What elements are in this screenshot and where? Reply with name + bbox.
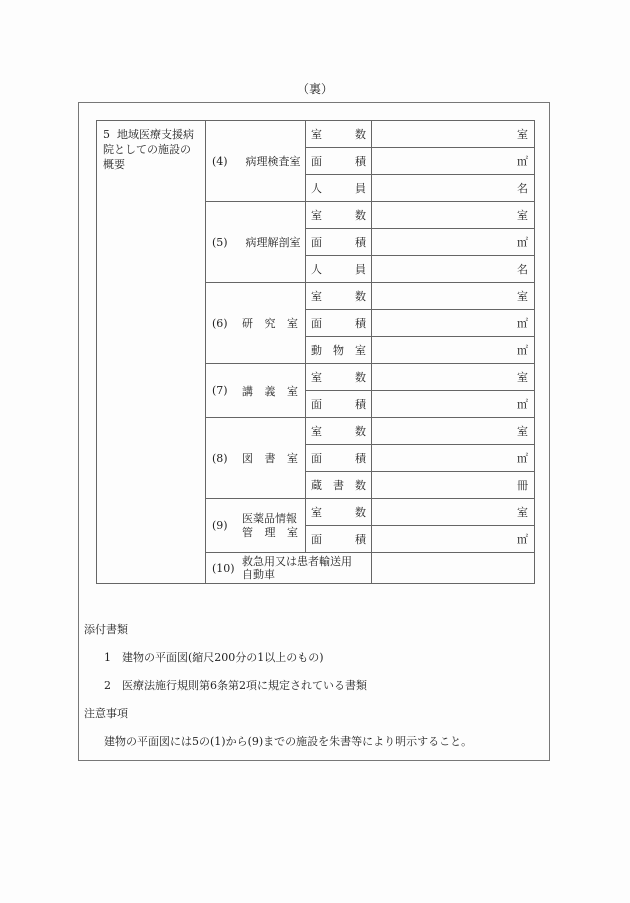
facility-pathology-lab: [206, 121, 306, 202]
unit-label: ㎡: [517, 452, 528, 465]
label-char: 室: [311, 425, 322, 438]
facility-library: [206, 418, 306, 499]
name-char: 研: [242, 317, 253, 330]
facility-name-line1: 医薬品情報: [242, 511, 297, 525]
facility-number: (4): [212, 155, 228, 168]
facility-number: (7): [212, 384, 228, 397]
name-char: 図: [242, 452, 253, 465]
label-char: 人: [311, 182, 322, 195]
value-field[interactable]: [372, 364, 535, 391]
facility-number: (10): [212, 561, 235, 575]
unit-label: ㎡: [517, 344, 528, 357]
label-char: 物: [333, 344, 344, 357]
value-field[interactable]: [372, 472, 535, 499]
label-char: 室: [311, 209, 322, 222]
unit-label: ㎡: [517, 317, 528, 330]
name-char: 理: [264, 525, 276, 539]
label-char: 数: [355, 425, 366, 438]
label-char: 積: [355, 317, 366, 330]
label-char: 積: [355, 155, 366, 168]
facility-table: [96, 120, 535, 584]
facility-lecture-room: [206, 364, 306, 418]
label-char: 面: [311, 236, 322, 249]
unit-label: ㎡: [517, 155, 528, 168]
name-char: 室: [287, 452, 298, 465]
label-char: 蔵: [311, 479, 322, 492]
value-field[interactable]: [372, 175, 535, 202]
label-char: 人: [311, 263, 322, 276]
section-number: 5: [103, 128, 110, 141]
facility-research-room: [206, 283, 306, 364]
facility-number: (8): [212, 451, 228, 465]
facility-name: 病理検査室: [245, 155, 301, 168]
label-char: 室: [355, 344, 366, 357]
value-field[interactable]: [372, 256, 535, 283]
name-char: 講: [242, 384, 253, 398]
label-char: 面: [311, 398, 322, 411]
label-char: 数: [355, 506, 366, 519]
value-field[interactable]: [372, 391, 535, 418]
facility-ambulance: [206, 553, 372, 584]
facility-drug-info-room: [206, 499, 306, 553]
notes-section: [84, 620, 472, 760]
unit-label: ㎡: [517, 236, 528, 249]
label-char: 室: [311, 506, 322, 519]
value-field[interactable]: [372, 445, 535, 472]
value-field[interactable]: [372, 418, 535, 445]
label-char: 数: [355, 479, 366, 492]
label-char: 数: [355, 128, 366, 141]
facility-number: (6): [212, 316, 228, 330]
label-char: 面: [311, 317, 322, 330]
label-char: 室: [311, 290, 322, 303]
unit-label: 室: [517, 371, 528, 384]
facility-number: (9): [212, 519, 228, 532]
section-title-cell: [97, 121, 206, 584]
label-char: 面: [311, 452, 322, 465]
attachment-item: 1 建物の平面図(縮尺200分の1以上のもの): [104, 651, 324, 664]
unit-label: 名: [517, 263, 528, 276]
value-field[interactable]: [372, 121, 535, 148]
name-char: 室: [287, 317, 298, 330]
value-field[interactable]: [372, 202, 535, 229]
unit-label: ㎡: [517, 533, 528, 546]
label-char: 面: [311, 155, 322, 168]
facility-name-line1: 救急用又は患者輸送用: [242, 555, 352, 568]
label-char: 室: [311, 128, 322, 141]
label-char: 数: [355, 371, 366, 384]
unit-label: ㎡: [517, 398, 528, 411]
facility-name-line2: 自動車: [242, 568, 275, 581]
unit-label: 冊: [517, 479, 528, 492]
value-field[interactable]: [372, 229, 535, 256]
value-field[interactable]: [372, 337, 535, 364]
unit-label: 名: [517, 182, 528, 195]
label-char: 積: [355, 452, 366, 465]
name-char: 究: [264, 317, 276, 330]
name-char: 書: [264, 452, 276, 465]
label-char: 書: [333, 479, 344, 492]
unit-label: 室: [517, 128, 528, 141]
label-char: 員: [355, 263, 366, 276]
attachment-item: 2 医療法施行規則第6条第2項に規定されている書類: [104, 679, 367, 692]
facility-number: (5): [212, 236, 228, 249]
value-field[interactable]: [372, 553, 535, 584]
unit-label: 室: [517, 506, 528, 519]
value-field[interactable]: [372, 526, 535, 553]
value-field[interactable]: [372, 310, 535, 337]
label-char: 数: [355, 290, 366, 303]
label-char: 積: [355, 236, 366, 249]
name-char: 管: [242, 525, 253, 539]
name-char: 義: [264, 384, 276, 398]
label-char: 動: [311, 344, 322, 357]
value-field[interactable]: [372, 499, 535, 526]
value-field[interactable]: [372, 148, 535, 175]
name-char: 室: [287, 525, 298, 539]
attachments-heading: 添付書類: [84, 623, 128, 636]
label-char: 室: [311, 371, 322, 384]
label-char: 員: [355, 182, 366, 195]
unit-label: 室: [517, 209, 528, 222]
unit-label: 室: [517, 425, 528, 438]
label-char: 数: [355, 209, 366, 222]
unit-label: 室: [517, 290, 528, 303]
facility-autopsy-room: [206, 202, 306, 283]
facility-name: 病理解剖室: [245, 236, 301, 249]
value-field[interactable]: [372, 283, 535, 310]
label-char: 積: [355, 533, 366, 546]
name-char: 室: [287, 384, 298, 398]
label-char: 面: [311, 533, 322, 546]
label-char: 積: [355, 398, 366, 411]
section-title: 地域医療支援病院としての施設の概要: [103, 128, 194, 171]
note-item: 建物の平面図には5の(1)から(9)までの施設を朱書等により明示すること。: [104, 735, 473, 748]
notes-heading: 注意事項: [84, 707, 128, 720]
page-side-mark: （裏）: [296, 82, 333, 96]
